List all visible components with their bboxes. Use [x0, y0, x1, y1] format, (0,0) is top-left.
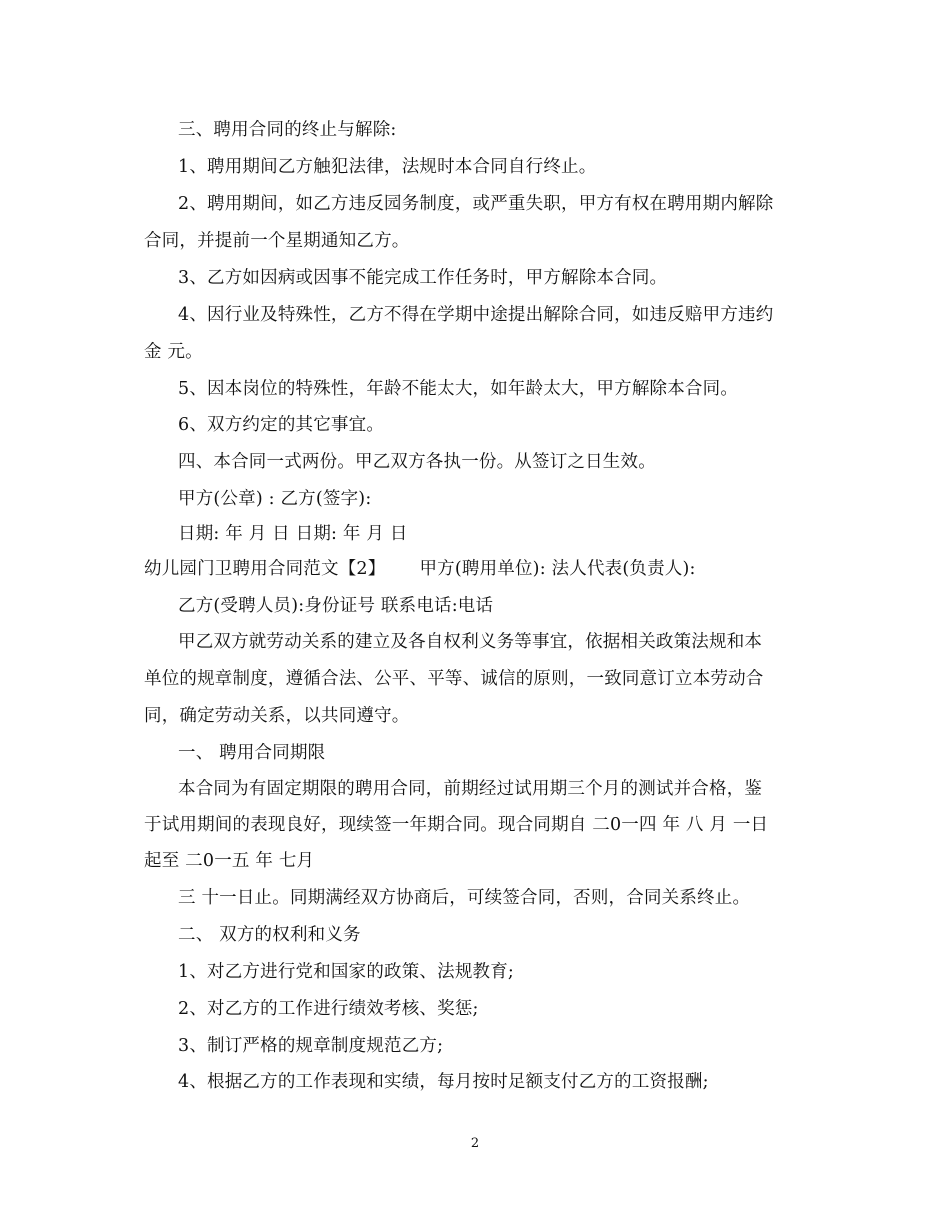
date-line: 日期: 年 月 日 日期: 年 月 日: [178, 524, 408, 544]
clause-2-line-1: 2、聘用期间，如乙方违反园务制度，或严重失职，甲方有权在聘用期内解除: [178, 194, 774, 214]
contract-title-line: [144, 557, 814, 581]
signature-line: 甲方(公章) : 乙方(签字):: [178, 489, 372, 509]
preamble-line-2: 单位的规章制度，遵循合法、公平、平等、诚信的原则，一致同意订立本劳动合: [144, 669, 764, 689]
page-number: 2: [470, 1136, 480, 1151]
section-heading-termination: 三、聘用合同的终止与解除:: [178, 120, 397, 140]
clause-4-line-2: 金 元。: [144, 342, 203, 362]
term-line-1: 本合同为有固定期限的聘用合同，前期经过试用期三个月的测试并合格，鉴: [178, 779, 763, 799]
clause-3: 3、乙方如因病或因事不能完成工作任务时，甲方解除本合同。: [178, 268, 668, 288]
right-2: 2、对乙方的工作进行绩效考核、奖惩;: [178, 999, 479, 1019]
right-1: 1、对乙方进行党和国家的政策、法规教育;: [178, 962, 515, 982]
clause-6: 6、双方约定的其它事宜。: [178, 415, 385, 435]
clause-2-line-2: 合同，并提前一个星期通知乙方。: [144, 231, 410, 251]
right-4: 4、根据乙方的工作表现和实绩，每月按时足额支付乙方的工资报酬;: [178, 1072, 709, 1092]
contract-title: 幼儿园门卫聘用合同范文【2】: [144, 559, 386, 579]
party-a-employer: 甲方(聘用单位): 法人代表(负责人):: [419, 559, 696, 579]
term-line-3: 起至 二0一五 年 七月: [144, 851, 315, 871]
section-heading-term: 一、 聘用合同期限: [178, 743, 326, 763]
preamble-line-3: 同，确定劳动关系，以共同遵守。: [144, 706, 410, 726]
clause-1: 1、聘用期间乙方触犯法律，法规时本合同自行终止。: [178, 157, 597, 177]
preamble-line-1: 甲乙双方就劳动关系的建立及各自权利义务等事宜，依据相关政策法规和本: [178, 632, 763, 652]
term-line-2: 于试用期间的表现良好，现续签一年期合同。现合同期自 二0一四 年 八 月 一日: [144, 815, 769, 835]
section-heading-rights: 二、 双方的权利和义务: [178, 925, 361, 945]
section-four: 四、本合同一式两份。甲乙双方各执一份。从签订之日生效。: [178, 452, 656, 472]
clause-4-line-1: 4、因行业及特殊性，乙方不得在学期中途提出解除合同，如违反赔甲方违约: [178, 305, 774, 325]
term-line-4: 三 十一日止。同期满经双方协商后，可续签合同，否则，合同关系终止。: [178, 888, 751, 908]
party-b-employee: 乙方(受聘人员):身份证号 联系电话:电话: [178, 596, 494, 616]
clause-5: 5、因本岗位的特殊性，年龄不能太大，如年龄太大，甲方解除本合同。: [178, 379, 739, 399]
right-3: 3、制订严格的规章制度规范乙方;: [178, 1036, 444, 1056]
